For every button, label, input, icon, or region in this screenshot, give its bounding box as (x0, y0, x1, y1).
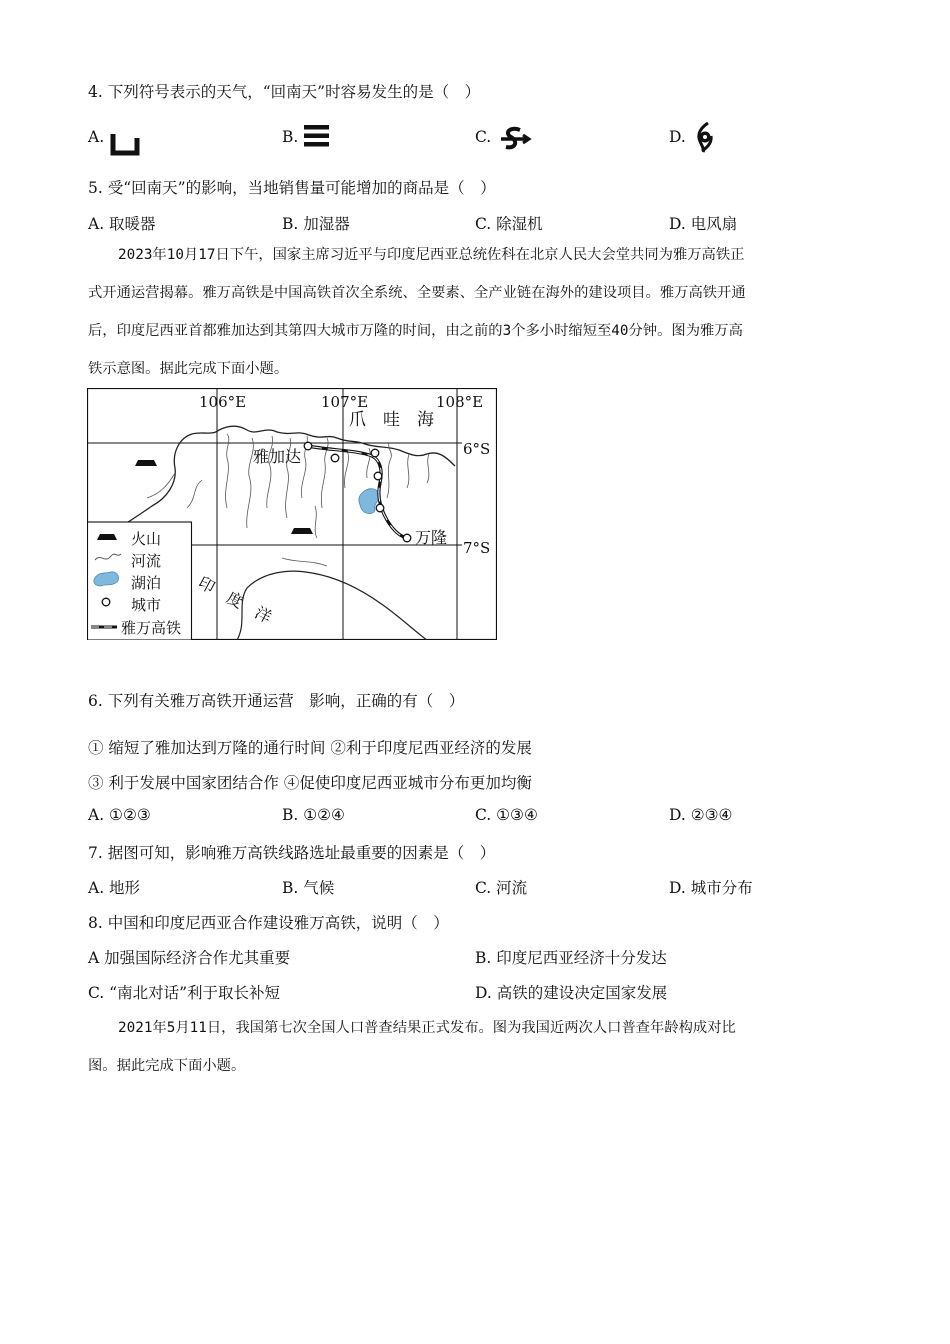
java-sea-label: 爪 哇 海 (349, 410, 434, 430)
lon-label-106: 106°E (199, 393, 247, 411)
q5-option-d[interactable]: D. 电风扇 (669, 215, 738, 233)
q7-option-c[interactable]: C. 河流 (475, 879, 528, 897)
q6-option-a[interactable]: A. ①②③ (88, 806, 151, 824)
q6-statement-1: ① 缩短了雅加达到万隆的通行时间 ②利于印度尼西亚经济的发展 (88, 739, 532, 757)
q5-option-a[interactable]: A. 取暖器 (88, 215, 156, 233)
q8-option-a[interactable]: A 加强国际经济合作尤其重要 (88, 949, 291, 967)
city-marker (374, 472, 382, 480)
q4-option-c-label: C. (475, 128, 492, 146)
q6-option-b[interactable]: B. ①②④ (282, 806, 345, 824)
q5-option-b[interactable]: B. 加湿器 (282, 215, 350, 233)
question-8-stem: 8. 中国和印度尼西亚合作建设雅万高铁，说明（ ） (88, 914, 449, 932)
legend-city: 城市 (131, 596, 162, 614)
indian-ocean-label: 印 度 洋 (195, 572, 275, 628)
passage-1-line-4: 铁示意图。据此完成下面小题。 (88, 361, 289, 377)
legend-lake: 湖泊 (131, 574, 162, 592)
legend-railway: 雅万高铁 (121, 619, 182, 637)
weather-symbol-icon (110, 130, 140, 156)
q6-statement-2: ③ 利于发展中国家团结合作 ④促使印度尼西亚城市分布更加均衡 (88, 774, 532, 792)
bandung-label: 万隆 (415, 528, 448, 547)
typhoon-symbol-icon (694, 121, 716, 153)
city-marker (331, 454, 339, 462)
q4-option-c[interactable] (475, 128, 491, 146)
passage-2-line-1: 2021年5月11日，我国第七次全国人口普查结果正式发布。图为我国近两次人口普查年龄构成对比 (118, 1020, 736, 1036)
passage-1-line-3: 后，印度尼西亚首都雅加达到其第四大城市万隆的时间，由之前的3个多小时缩短至40分钟。图为雅万高 (88, 323, 743, 339)
question-7-stem: 7. 据图可知，影响雅万高铁线路选址最重要的因素是（ ） (88, 844, 496, 862)
passage-1-line-1: 2023年10月17日下午，国家主席习近平与印度尼西亚总统佐科在北京人民大会堂共同为雅万高铁正 (118, 247, 745, 263)
q6-option-c[interactable]: C. ①③④ (475, 806, 538, 824)
q7-option-a[interactable]: A. 地形 (88, 879, 141, 897)
q4-option-a-label: A. (88, 128, 105, 146)
question-5-stem: 5. 受“回南天”的影响，当地销售量可能增加的商品是（ ） (88, 179, 496, 197)
q6-option-d[interactable]: D. ②③④ (669, 806, 733, 824)
sandstorm-symbol-icon (498, 124, 532, 156)
city-marker (376, 504, 384, 512)
q5-option-c[interactable]: C. 除湿机 (475, 215, 543, 233)
yawan-railway-map (87, 388, 497, 640)
question-6-stem: 6. 下列有关雅万高铁开通运营 影响，正确的有（ ） (88, 692, 465, 710)
legend-volcano-icon (97, 534, 117, 540)
q4-option-a[interactable] (88, 128, 104, 146)
legend-river: 河流 (131, 552, 162, 570)
question-4-stem: 4. 下列符号表示的天气，“回南天”时容易发生的是（ ） (88, 83, 481, 101)
volcano-icon (135, 460, 157, 466)
legend-volcano: 火山 (131, 530, 162, 548)
passage-2-line-2: 图。据此完成下面小题。 (88, 1058, 246, 1074)
q8-option-b[interactable]: B. 印度尼西亚经济十分发达 (475, 949, 667, 967)
city-marker (371, 449, 379, 457)
jakarta-label: 雅加达 (253, 447, 302, 466)
q7-option-d[interactable]: D. 城市分布 (669, 879, 753, 897)
q7-option-b[interactable]: B. 气候 (282, 879, 335, 897)
passage-1-line-2: 式开通运营揭幕。雅万高铁是中国高铁首次全系统、全要素、全产业链在海外的建设项目。雅万高铁开通 (88, 285, 746, 301)
q4-option-d[interactable] (669, 128, 686, 146)
q4-option-d-label: D. (669, 128, 686, 146)
city-marker-jakarta (304, 442, 312, 450)
q4-option-b-label: B. (282, 128, 299, 146)
lat-label-6s: 6°S (463, 440, 491, 458)
lon-label-108: 108°E (436, 393, 484, 411)
q4-option-b[interactable] (282, 128, 298, 146)
fog-symbol-icon (303, 123, 331, 149)
legend-city-icon (102, 598, 110, 606)
q8-option-d[interactable]: D. 高铁的建设决定国家发展 (475, 984, 668, 1002)
city-marker-bandung (403, 534, 411, 542)
lon-label-107: 107°E (321, 393, 369, 411)
volcano-icon (291, 528, 313, 534)
lat-label-7s: 7°S (463, 539, 491, 557)
q8-option-c[interactable]: C. “南北对话”利于取长补短 (88, 984, 281, 1002)
